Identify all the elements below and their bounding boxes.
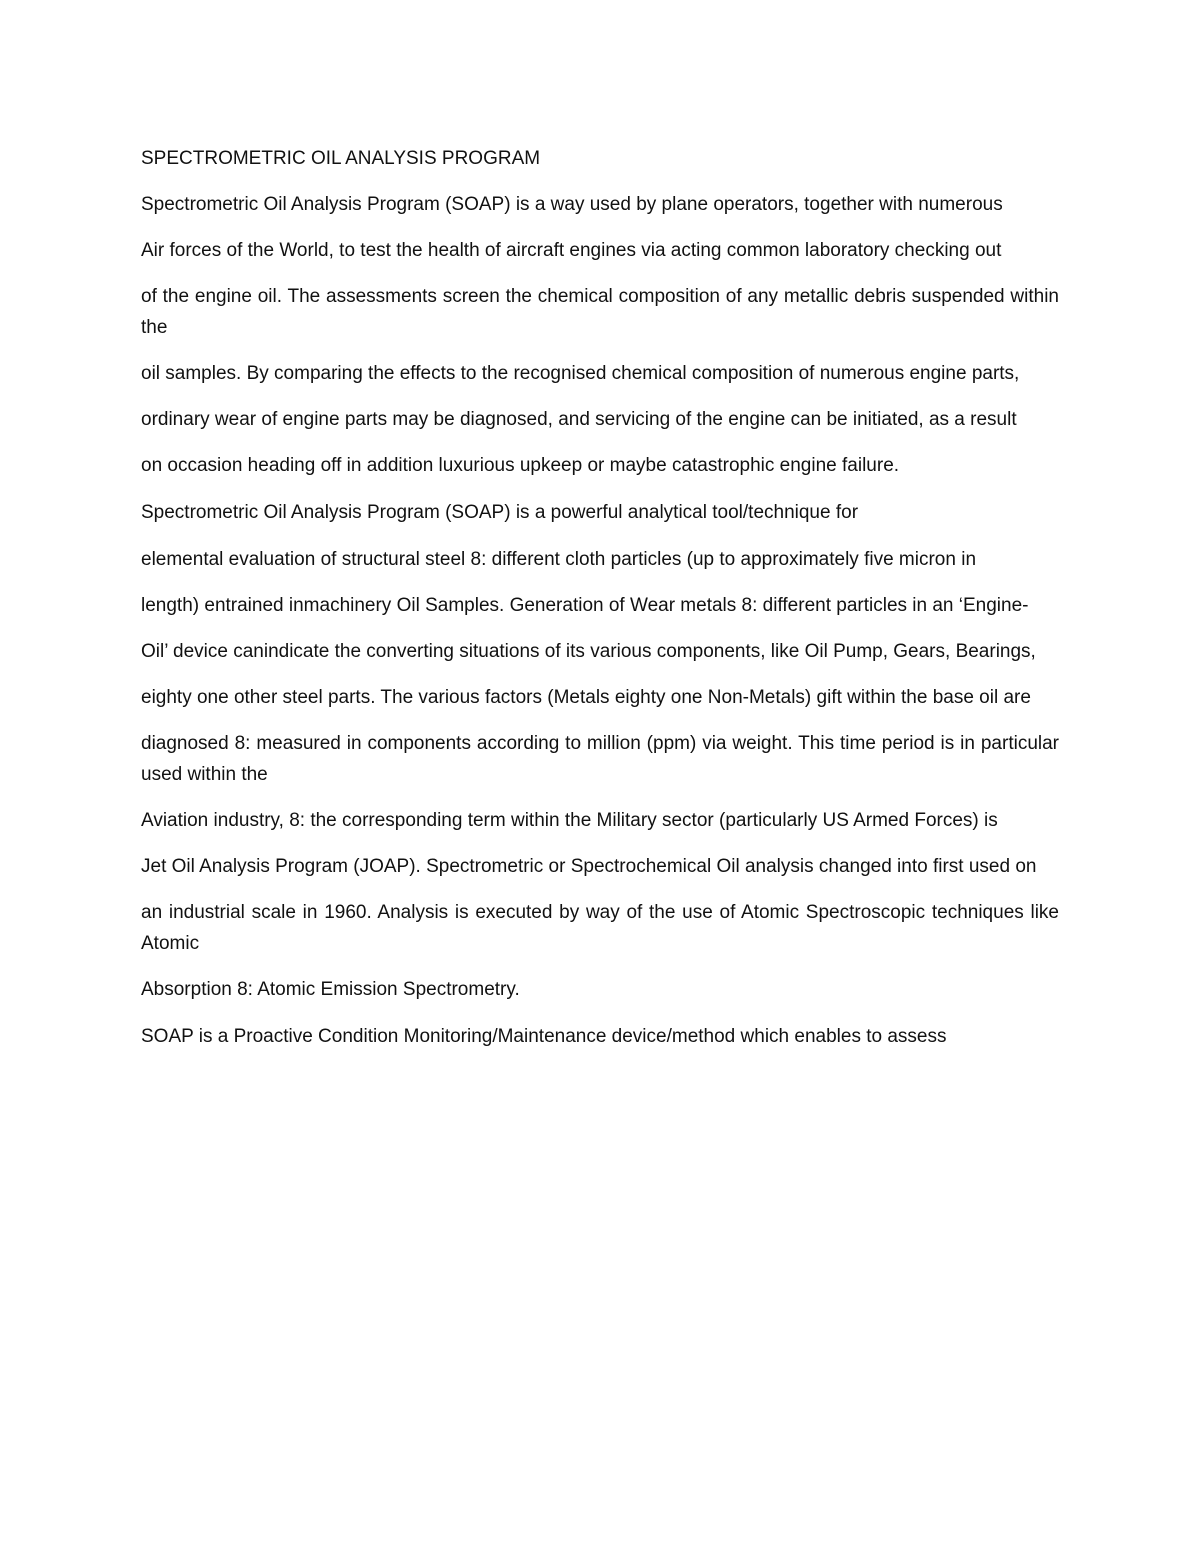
paragraph: an industrial scale in 1960. Analysis is executed by way of the use of Atomic Spectroscopic techniques like Atomic bbox=[141, 902, 1059, 954]
paragraph: Aviation industry, 8: the corresponding term within the Military sector (particularly US Armed Forces) is bbox=[141, 810, 998, 831]
paragraph: ordinary wear of engine parts may be diagnosed, and servicing of the engine can be initiated, as a result bbox=[141, 409, 1017, 430]
paragraph: Jet Oil Analysis Program (JOAP). Spectrometric or Spectrochemical Oil analysis changed into first used on bbox=[141, 856, 1037, 877]
paragraph: oil samples. By comparing the effects to the recognised chemical composition of numerous engine parts, bbox=[141, 363, 1020, 384]
document-title: SPECTROMETRIC OIL ANALYSIS PROGRAM bbox=[141, 148, 541, 169]
paragraph: eighty one other steel parts. The various factors (Metals eighty one Non-Metals) gift within the base oil are bbox=[141, 687, 1031, 708]
paragraph: Oil’ device canindicate the converting situations of its various components, like Oil Pump, Gears, Bearings, bbox=[141, 641, 1036, 662]
paragraph: Spectrometric Oil Analysis Program (SOAP) is a way used by plane operators, together with numerous bbox=[141, 194, 1003, 215]
paragraph: SOAP is a Proactive Condition Monitoring/Maintenance device/method which enables to assess bbox=[141, 1026, 947, 1047]
paragraph: length) entrained inmachinery Oil Samples. Generation of Wear metals 8: different particles in an ‘Engine- bbox=[141, 595, 1029, 616]
paragraph: on occasion heading off in addition luxurious upkeep or maybe catastrophic engine failure. bbox=[141, 455, 900, 476]
document-body bbox=[141, 143, 1059, 1068]
paragraph: Absorption 8: Atomic Emission Spectrometry. bbox=[141, 979, 520, 1000]
paragraph: elemental evaluation of structural steel 8: different cloth particles (up to approximately five micron in bbox=[141, 549, 977, 570]
paragraph: Air forces of the World, to test the health of aircraft engines via acting common laboratory checking out bbox=[141, 240, 1002, 261]
paragraph: diagnosed 8: measured in components according to million (ppm) via weight. This time period is in particular used within the bbox=[141, 733, 1059, 785]
paragraph: of the engine oil. The assessments screen the chemical composition of any metallic debris suspended within the bbox=[141, 286, 1059, 338]
paragraph: Spectrometric Oil Analysis Program (SOAP) is a powerful analytical tool/technique for bbox=[141, 502, 859, 523]
